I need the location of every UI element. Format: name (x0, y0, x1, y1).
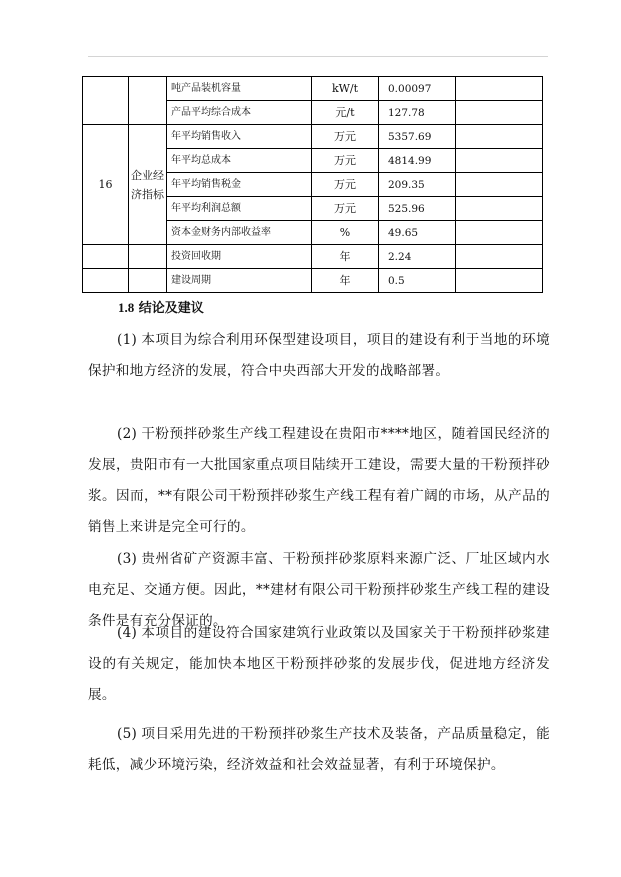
remark-cell (456, 245, 543, 269)
value-cell: 0.00097 (379, 77, 456, 101)
item-number: (1) (117, 332, 138, 348)
conclusion-paragraph-1 (88, 325, 550, 387)
index-cell: 16 (83, 125, 129, 245)
remark-cell (456, 173, 543, 197)
value-cell: 5357.69 (379, 125, 456, 149)
value-cell: 4814.99 (379, 149, 456, 173)
unit-cell: kW/t (312, 77, 379, 101)
item-number: (5) (117, 726, 138, 742)
table-row (83, 125, 543, 149)
remark-cell (456, 221, 543, 245)
value-cell: 127.78 (379, 101, 456, 125)
unit-cell: 年 (312, 269, 379, 293)
group-cell-empty (129, 245, 167, 269)
remark-cell (456, 149, 543, 173)
table-row (83, 269, 543, 293)
item-number: (2) (117, 426, 138, 442)
value-cell: 0.5 (379, 269, 456, 293)
index-cell-empty (83, 245, 129, 269)
remark-cell (456, 77, 543, 101)
section-number: 1.8 (118, 300, 135, 315)
value-cell: 525.96 (379, 197, 456, 221)
group-cell-empty (129, 77, 167, 125)
unit-cell: 年 (312, 245, 379, 269)
unit-cell: % (312, 221, 379, 245)
paragraph-text: 贵州省矿产资源丰富、干粉预拌砂浆原料来源广泛、厂址区域内水电充足、交通方便。因此，**建材有限公司干粉预拌砂浆生产线工程的建设条件是有充分保证的。 (88, 551, 550, 629)
value-cell: 2.24 (379, 245, 456, 269)
item-cell: 年平均利润总额 (167, 197, 312, 221)
index-cell-empty (83, 77, 129, 125)
conclusion-paragraph-2 (88, 419, 550, 543)
item-cell: 投资回收期 (167, 245, 312, 269)
paragraph-text: 本项目为综合利用环保型建设项目，项目的建设有利于当地的环境保护和地方经济的发展，符合中央西部大开发的战略部署。 (88, 332, 550, 379)
value-cell: 49.65 (379, 221, 456, 245)
remark-cell (456, 125, 543, 149)
unit-cell: 万元 (312, 149, 379, 173)
unit-cell: 万元 (312, 173, 379, 197)
economic-indicators-table (82, 76, 543, 293)
section-heading (118, 300, 204, 317)
section-title: 结论及建议 (138, 301, 204, 316)
item-number: (3) (117, 551, 138, 567)
unit-cell: 万元 (312, 197, 379, 221)
item-cell: 年平均销售收入 (167, 125, 312, 149)
index-cell-empty (83, 269, 129, 293)
remark-cell (456, 269, 543, 293)
item-cell: 建设周期 (167, 269, 312, 293)
group-cell-empty (129, 269, 167, 293)
page-header-rule (88, 56, 548, 57)
item-cell: 年平均销售税金 (167, 173, 312, 197)
conclusion-paragraph-4 (88, 618, 550, 711)
paragraph-text: 项目采用先进的干粉预拌砂浆生产技术及装备，产品质量稳定，能耗低，减少环境污染，经济效益和社会效益显著，有利于环境保护。 (88, 726, 550, 773)
item-cell: 产品平均综合成本 (167, 101, 312, 125)
value-cell: 209.35 (379, 173, 456, 197)
conclusion-paragraph-5 (88, 719, 550, 781)
remark-cell (456, 101, 543, 125)
table-row (83, 245, 543, 269)
unit-cell: 万元 (312, 125, 379, 149)
table-row (83, 77, 543, 101)
item-cell: 吨产品装机容量 (167, 77, 312, 101)
group-label-cell: 企业经济指标 (129, 125, 167, 245)
remark-cell (456, 197, 543, 221)
item-number: (4) (117, 625, 138, 641)
item-cell: 年平均总成本 (167, 149, 312, 173)
paragraph-text: 干粉预拌砂浆生产线工程建设在贵阳市****地区，随着国民经济的发展，贵阳市有一大批国家重点项目陆续开工建设，需要大量的干粉预拌砂浆。因而，**有限公司干粉预拌砂浆生产线工程有着广阔的市场，从产品的销售上来讲是完全可行的。 (88, 426, 550, 535)
paragraph-text: 本项目的建设符合国家建筑行业政策以及国家关于干粉预拌砂浆建设的有关规定，能加快本地区干粉预拌砂浆的发展步伐，促进地方经济发展。 (88, 625, 550, 703)
item-cell: 资本金财务内部收益率 (167, 221, 312, 245)
unit-cell: 元/t (312, 101, 379, 125)
